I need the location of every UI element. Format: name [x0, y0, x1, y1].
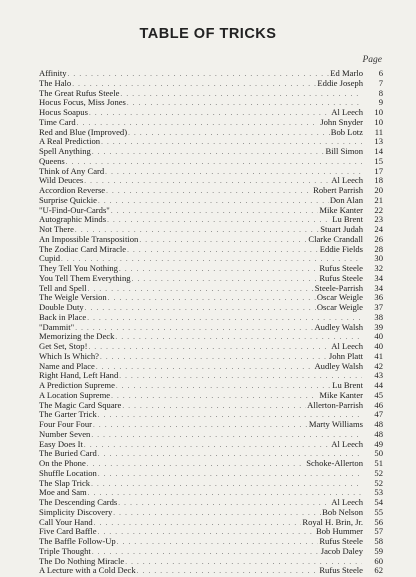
- page-number: 47: [374, 409, 383, 420]
- trick-title: Right Hand, Left Hand: [39, 370, 119, 381]
- trick-author: Oscar Weigle: [316, 302, 363, 312]
- page-number: 34: [374, 282, 383, 293]
- dot-leader: [92, 548, 320, 558]
- dot-leader: [137, 567, 319, 577]
- toc-entry: [39, 479, 383, 489]
- dot-leader: [127, 246, 319, 256]
- page-number: 58: [374, 536, 383, 546]
- page-number: 17: [374, 165, 383, 176]
- dot-leader: [111, 392, 318, 402]
- page-number: 34: [374, 272, 383, 283]
- trick-title: Hocus Focus, Miss Jones: [39, 97, 126, 108]
- page-number: 15: [374, 155, 383, 166]
- dot-leader: [91, 431, 362, 441]
- trick-title: Shuffle Location: [39, 467, 97, 478]
- page-number: 48: [374, 419, 383, 429]
- toc-entry: [39, 547, 383, 557]
- dot-leader: [100, 353, 328, 363]
- table-of-contents: [39, 69, 383, 576]
- trick-title: The Slap Trick: [39, 477, 91, 488]
- toc-entry: [39, 147, 383, 157]
- trick-title: Queens: [39, 155, 65, 166]
- dot-leader: [101, 138, 362, 148]
- trick-title: Affinity: [39, 68, 67, 78]
- trick-title: The Descending Cards: [39, 497, 118, 507]
- dot-leader: [96, 363, 314, 373]
- page-number: 45: [374, 389, 383, 400]
- trick-title: Double Duty: [39, 302, 84, 312]
- page-number: 21: [374, 194, 383, 205]
- dot-leader: [88, 489, 362, 499]
- page-number: 6: [378, 68, 383, 78]
- page-number: 46: [374, 399, 383, 410]
- trick-title: Memorizing the Deck: [39, 331, 115, 342]
- trick-author: Lu Brent: [332, 380, 363, 390]
- trick-title: The Zodiac Card Miracle: [39, 243, 127, 254]
- dot-leader: [120, 90, 362, 100]
- trick-author: Eddie Fields: [319, 243, 363, 254]
- trick-author: Rufus Steele: [319, 565, 363, 576]
- dot-leader: [91, 480, 362, 490]
- trick-title: Four Four Four: [39, 419, 93, 429]
- dot-leader: [132, 275, 319, 285]
- page-number: 9: [378, 97, 383, 108]
- page-number: 10: [374, 116, 383, 127]
- dot-leader: [119, 265, 318, 275]
- dot-leader: [139, 236, 307, 246]
- dot-leader: [113, 509, 321, 519]
- trick-title: Wild Deuces: [39, 175, 84, 186]
- trick-title: A Lecture with a Cold Deck: [39, 565, 136, 576]
- dot-leader: [87, 460, 305, 470]
- dot-leader: [98, 470, 362, 480]
- trick-author: Audley Walsh: [314, 321, 363, 332]
- page-title: TABLE OF TRICKS: [139, 26, 277, 42]
- trick-author: Jacob Daley: [320, 545, 363, 556]
- page-number: 56: [374, 516, 383, 527]
- trick-author: Bob Nelson: [322, 506, 363, 517]
- page-number: 40: [374, 341, 383, 351]
- page-number: 30: [374, 253, 383, 264]
- trick-title: Not There: [39, 224, 74, 234]
- trick-title: Red and Blue (Improved): [39, 126, 128, 137]
- page-number: 10: [374, 107, 383, 117]
- dot-leader: [119, 372, 362, 382]
- page-number: 52: [374, 467, 383, 478]
- dot-leader: [111, 207, 319, 217]
- page-number: 40: [374, 331, 383, 342]
- trick-author: Marty Williams: [308, 419, 363, 429]
- trick-title: The Halo: [39, 77, 72, 88]
- trick-author: Lu Brent: [332, 214, 363, 225]
- trick-author: Eddie Joseph: [317, 77, 363, 88]
- dot-leader: [66, 158, 362, 168]
- dot-leader: [128, 129, 330, 139]
- page-number: 13: [374, 136, 383, 147]
- trick-author: Robert Parrish: [313, 185, 363, 195]
- trick-author: John Snyder: [320, 116, 363, 127]
- dot-leader: [85, 304, 316, 314]
- page-number: 51: [374, 458, 383, 468]
- trick-author: Al Leech: [331, 175, 363, 186]
- page-number: 48: [374, 428, 383, 439]
- trick-title: On the Phone: [39, 458, 86, 468]
- page-number: 39: [374, 321, 383, 332]
- trick-title: Accordion Reverse: [39, 185, 106, 195]
- page-number: 49: [374, 438, 383, 449]
- page-number: 60: [374, 555, 383, 566]
- trick-title: Autographic Minds: [39, 214, 107, 225]
- trick-title: A Location Supreme: [39, 389, 111, 400]
- trick-title: You Tell Them Everything: [39, 272, 131, 283]
- dot-leader: [92, 148, 325, 158]
- page-number: 41: [374, 350, 383, 361]
- trick-title: The Garter Trick: [39, 409, 97, 420]
- trick-author: Bob Lotz: [330, 126, 363, 137]
- trick-title: Five Card Baffle: [39, 526, 97, 537]
- trick-title: An Impossible Transposition: [39, 233, 139, 244]
- dot-leader: [107, 216, 331, 226]
- trick-title: Simplicity Discovery: [39, 506, 113, 517]
- page-number: 42: [374, 360, 383, 371]
- trick-title: "U-Find-Our-Cards": [39, 204, 110, 215]
- toc-entry: [39, 303, 383, 313]
- dot-leader: [88, 285, 314, 295]
- trick-author: Steele-Parrish: [314, 282, 363, 293]
- trick-author: Clarke Crandall: [308, 233, 363, 244]
- trick-author: Allerton-Parrish: [307, 399, 363, 410]
- trick-title: Moe and Sam: [39, 487, 87, 498]
- dot-leader: [116, 382, 331, 392]
- trick-author: Audley Walsh: [314, 360, 363, 371]
- page-number: 26: [374, 233, 383, 244]
- dot-leader: [68, 70, 330, 80]
- trick-title: They Tell You Nothing: [39, 263, 118, 273]
- trick-title: Call Your Hand: [39, 516, 93, 527]
- dot-leader: [93, 421, 308, 431]
- trick-title: Back in Place: [39, 311, 87, 322]
- trick-author: Bob Hummer: [315, 526, 363, 537]
- dot-leader: [94, 519, 302, 529]
- dot-leader: [118, 499, 330, 509]
- toc-entry: [39, 469, 383, 479]
- dot-leader: [106, 187, 312, 197]
- trick-author: Rufus Steele: [319, 263, 363, 273]
- page-number: 54: [374, 497, 383, 507]
- trick-title: Think of Any Card: [39, 165, 105, 176]
- trick-title: Surprise Quickie: [39, 194, 97, 205]
- toc-entry: [39, 420, 383, 430]
- trick-title: Time Card: [39, 116, 76, 127]
- page-number: 24: [374, 224, 383, 234]
- page-number: 57: [374, 526, 383, 537]
- page-number: 59: [374, 545, 383, 556]
- page-number: 55: [374, 506, 383, 517]
- page-number: 32: [374, 263, 383, 273]
- trick-author: Stuart Judah: [320, 224, 363, 234]
- trick-author: Ed Marlo: [330, 68, 363, 78]
- trick-author: Oscar Weigle: [316, 292, 363, 303]
- trick-title: A Prediction Supreme: [39, 380, 115, 390]
- page-number: 11: [374, 126, 383, 137]
- page-number: 14: [374, 146, 383, 156]
- trick-title: "Dammit": [39, 321, 75, 332]
- trick-author: Mike Kanter: [319, 389, 363, 400]
- trick-title: The Baffle Follow-Up: [39, 536, 116, 546]
- trick-author: Al Leech: [331, 341, 363, 351]
- dot-leader: [88, 343, 330, 353]
- trick-title: Spell Anything: [39, 146, 91, 156]
- trick-author: Al Leech: [331, 438, 363, 449]
- trick-title: A Real Prediction: [39, 136, 101, 147]
- trick-title: The Weigle Version: [39, 292, 107, 303]
- trick-title: Number Seven: [39, 428, 91, 439]
- trick-title: Get Set, Stop!: [39, 341, 88, 351]
- trick-title: The Buried Card: [39, 448, 97, 459]
- page-number: 28: [374, 243, 383, 254]
- trick-title: Which Is Which?: [39, 350, 99, 361]
- trick-author: Rufus Steele: [319, 536, 363, 546]
- dot-leader: [127, 99, 362, 109]
- trick-title: Hocus Soapus: [39, 107, 88, 117]
- trick-author: Rufus Steele: [319, 272, 363, 283]
- trick-author: Royal H. Brin, Jr.: [302, 516, 363, 527]
- dot-leader: [105, 168, 362, 178]
- trick-title: Easy Does It: [39, 438, 83, 449]
- page-number: 37: [374, 302, 383, 312]
- page-number: 22: [374, 204, 383, 215]
- dot-leader: [98, 528, 315, 538]
- page-column-label: Page: [362, 55, 382, 65]
- page-number: 38: [374, 311, 383, 322]
- page-number: 36: [374, 292, 383, 303]
- page-number: 20: [374, 185, 383, 195]
- page-number: 53: [374, 487, 383, 498]
- trick-title: Cupid: [39, 253, 61, 264]
- page-number: 18: [374, 175, 383, 186]
- toc-entry: [39, 557, 383, 567]
- page-number: 23: [374, 214, 383, 225]
- page-number: 43: [374, 370, 383, 381]
- dot-leader: [117, 538, 319, 548]
- page-number: 52: [374, 477, 383, 488]
- page-number: 62: [374, 565, 383, 576]
- trick-title: The Do Nothing Miracle: [39, 555, 125, 566]
- dot-leader: [122, 402, 306, 412]
- page-number: 8: [378, 87, 383, 98]
- page-number: 7: [378, 77, 383, 88]
- trick-author: Al Leech: [331, 497, 363, 507]
- trick-author: Bill Simon: [325, 146, 363, 156]
- dot-leader: [84, 441, 330, 451]
- dot-leader: [98, 197, 329, 207]
- toc-entry: [39, 566, 383, 576]
- trick-author: Schoke-Allerton: [306, 458, 363, 468]
- dot-leader: [89, 109, 330, 119]
- page-number: 44: [374, 380, 383, 390]
- trick-title: The Great Rufus Steele: [39, 87, 120, 98]
- page-number: 50: [374, 448, 383, 459]
- trick-title: Tell and Spell: [39, 282, 87, 293]
- toc-entry: [39, 245, 383, 255]
- trick-author: John Platt: [328, 350, 363, 361]
- dot-leader: [108, 294, 316, 304]
- trick-title: Name and Place: [39, 360, 95, 371]
- trick-title: Triple Thought: [39, 545, 91, 556]
- trick-author: Mike Kanter: [319, 204, 363, 215]
- trick-title: The Magic Card Square: [39, 399, 122, 410]
- trick-author: Al Leech: [331, 107, 363, 117]
- dot-leader: [84, 177, 330, 187]
- dot-leader: [115, 333, 362, 343]
- trick-author: Don Alan: [329, 194, 363, 205]
